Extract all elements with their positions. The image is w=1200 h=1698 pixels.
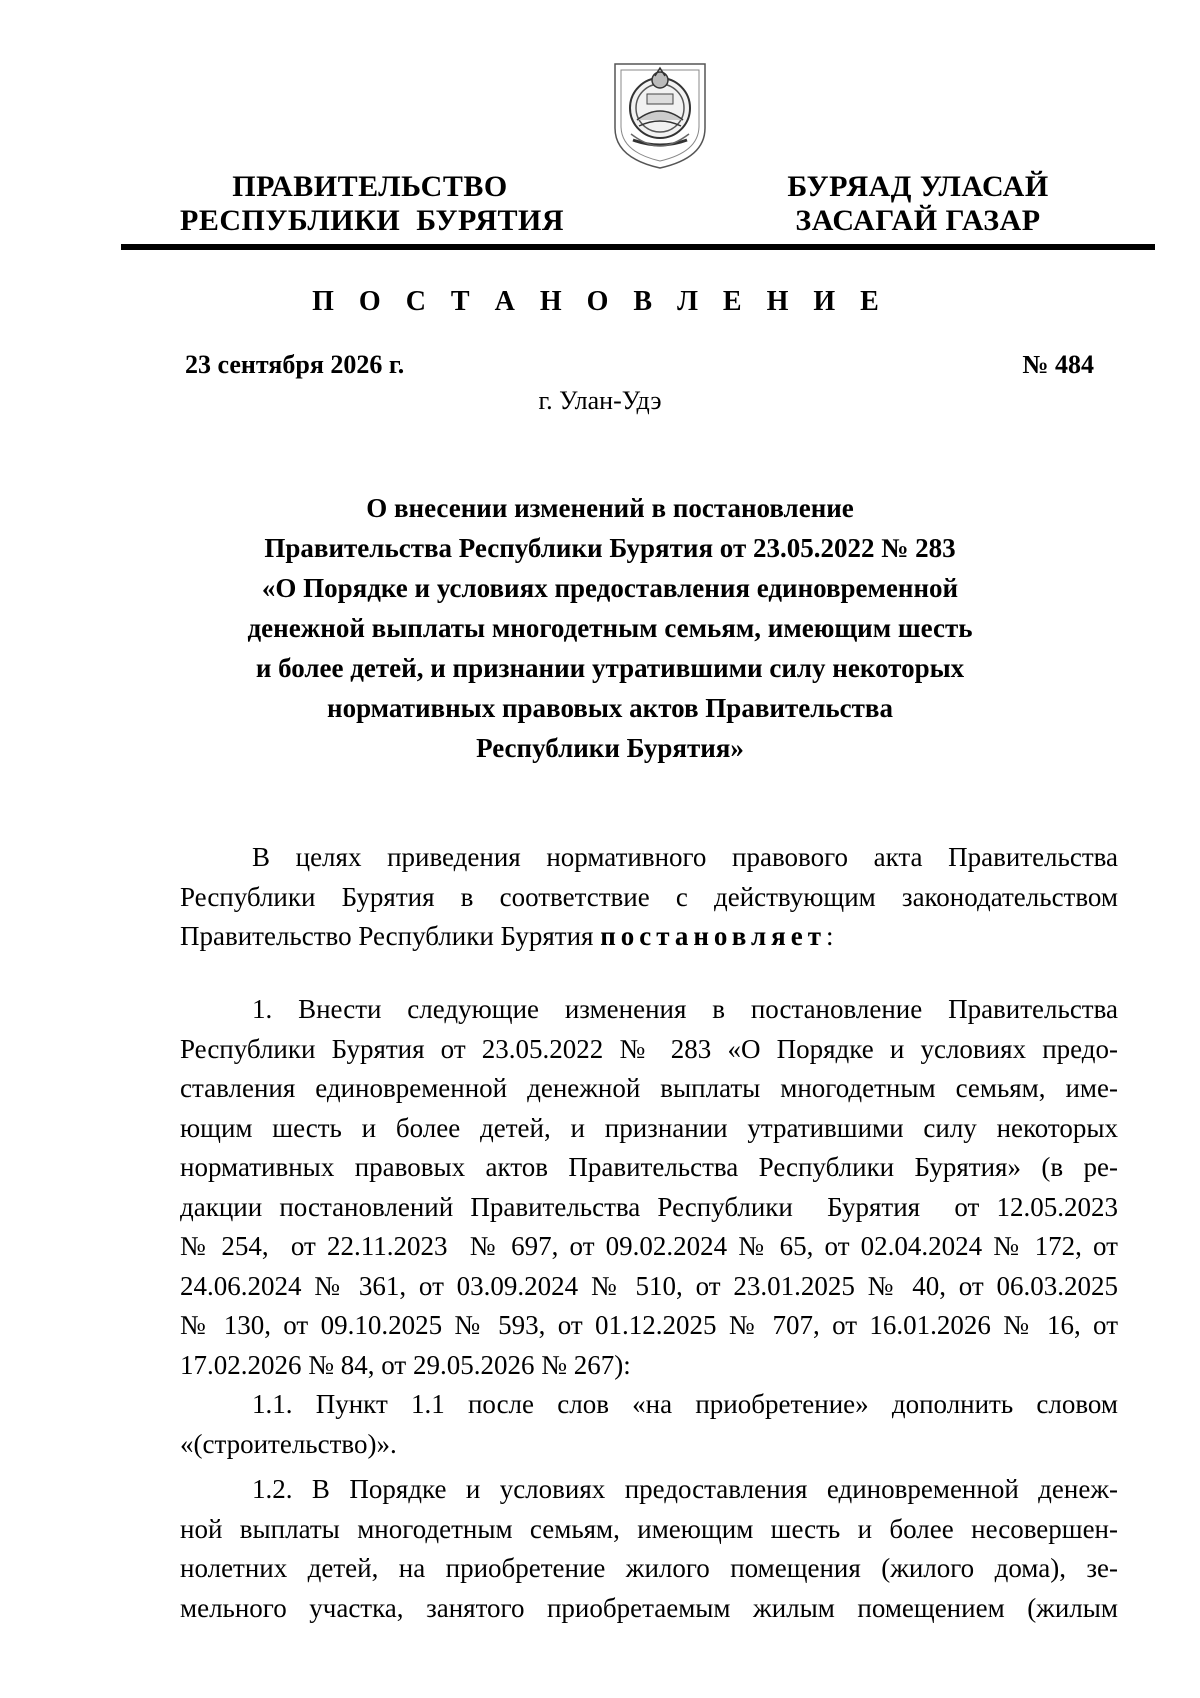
preamble-line: Республики Бурятия в соответствие с действующим законодательством (180, 881, 1118, 912)
header-right-line1: БУРЯАД УЛАСАЙ (787, 170, 1049, 203)
title-line: «О Порядке и условиях предоставления единовременной (261, 573, 959, 603)
document-date: 23 сентября 2026 г. (185, 350, 405, 379)
body-line: ной выплаты многодетным семьям, имеющим шесть и более несовершен- (180, 1513, 1118, 1544)
title-line: Правительства Республики Бурятия от 23.05.2022 № 283 (264, 533, 956, 563)
government-name-buryat (778, 170, 1058, 238)
republic-coat-of-arms-icon (607, 50, 713, 172)
body-line: 1. Внести следующие изменения в постановление Правительства (252, 994, 1118, 1024)
header-right-line2: ЗАСАГАЙ ГАЗАР (795, 204, 1041, 237)
body-line: 1.1. Пункт 1.1 после слов «на приобретение» дополнить словом (252, 1389, 1118, 1419)
preamble-emphasis: постановляет (600, 921, 826, 951)
resolution-body (180, 990, 1118, 1628)
title-line: Республики Бурятия» (476, 733, 744, 763)
body-line: нолетних детей, на приобретение жилого помещения (жилого дома), зе- (180, 1553, 1118, 1583)
document-title (200, 488, 1020, 768)
government-name-russian (180, 170, 565, 238)
title-line: О внесении изменений в постановление (366, 493, 854, 523)
preamble-line (180, 917, 1118, 957)
preamble-prefix: Правительство Республики Бурятия (180, 921, 601, 951)
body-line: дакции постановлений Правительства Республики Бурятия от 12.05.2023 (180, 1191, 1118, 1222)
body-line: мельного участка, занятого приобретаемым жилым помещением (жилым (180, 1592, 1118, 1623)
body-line: № 130, от 09.10.2025 № 593, от 01.12.2025 № 707, от 16.01.2026 № 16, от (180, 1310, 1118, 1340)
document-number: № 484 (1022, 350, 1094, 379)
body-line: 17.02.2026 № 84, от 29.05.2026 № 267): (180, 1349, 631, 1380)
header-left-line2: РЕСПУБЛИКИ БУРЯТИЯ (180, 204, 565, 237)
title-line: денежной выплаты многодетным семьям, имеющим шесть (247, 613, 973, 643)
preamble-line: В целях приведения нормативного правового акта Правительства (252, 842, 1118, 872)
preamble-suffix: : (825, 921, 834, 951)
body-line: «(строительство)». (180, 1428, 397, 1459)
body-line: Республики Бурятия от 23.05.2022 № 283 «О Порядке и условиях предо- (180, 1033, 1118, 1064)
document-type: П О С Т А Н О В Л Е Н И Е (312, 286, 888, 317)
body-line: № 254, от 22.11.2023 № 697, от 09.02.2024 № 65, от 02.04.2024 № 172, от (180, 1231, 1118, 1261)
preamble-paragraph (180, 838, 1118, 957)
body-line: ющим шесть и более детей, и признании утратившими силу некоторых (180, 1112, 1118, 1143)
body-line: нормативных правовых актов Правительства Республики Бурятия» (в ре- (180, 1152, 1118, 1182)
header-left-line1: ПРАВИТЕЛЬСТВО (232, 170, 508, 203)
title-line: и более детей, и признании утратившими силу некоторых (255, 653, 965, 683)
body-line: ставления единовременной денежной выплаты многодетным семьям, име- (180, 1073, 1118, 1103)
header-divider (121, 244, 1155, 250)
title-line: нормативных правовых актов Правительства (327, 693, 893, 723)
body-line: 24.06.2024 № 361, от 03.09.2024 № 510, от 23.01.2025 № 40, от 06.03.2025 (180, 1270, 1118, 1301)
document-city: г. Улан-Удэ (538, 386, 662, 415)
body-line: 1.2. В Порядке и условиях предоставления единовременной денеж- (252, 1474, 1118, 1504)
